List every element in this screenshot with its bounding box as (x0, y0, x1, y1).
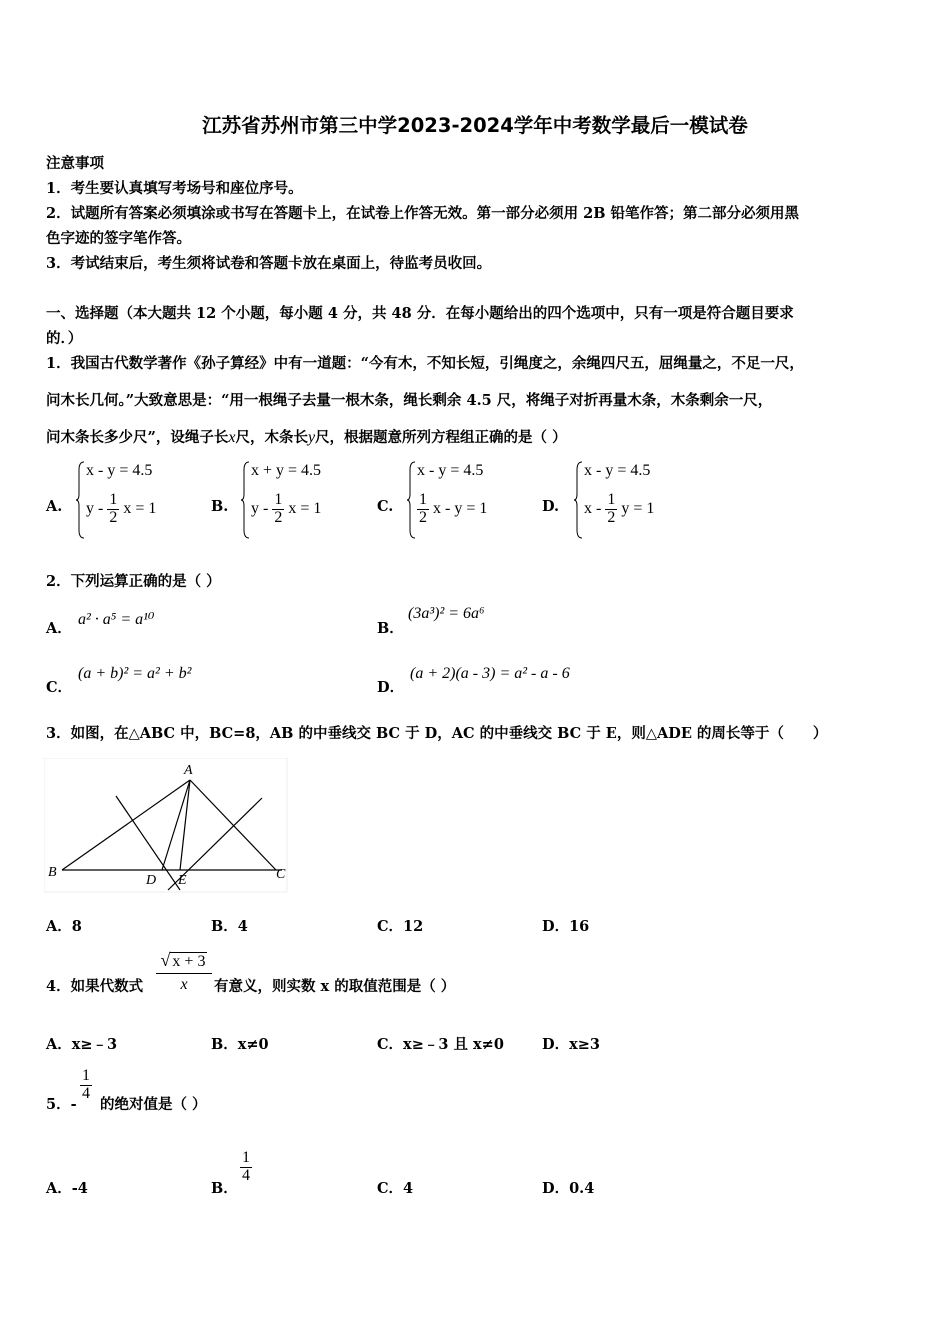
q1-option-b-label[interactable]: B. (211, 498, 229, 515)
q4-option-a[interactable]: A．x≥﹣3 (46, 1036, 118, 1053)
brace-icon (76, 460, 86, 540)
q5-option-c[interactable]: C．4 (377, 1180, 414, 1197)
q2-option-d-expr[interactable]: (a + 2)(a - 3) = a² - a - 6 (410, 665, 570, 682)
q4-option-b[interactable]: B．x≠0 (211, 1036, 269, 1053)
notes-heading: 注意事项 (46, 155, 104, 172)
q4-stem-prefix: 4．如果代数式 (46, 978, 144, 995)
brace-icon (241, 460, 251, 540)
q5-stem: 的绝对值是（ ） (100, 1096, 207, 1113)
q1-stem-line2: 问木长几何。”大致意思是：“用一根绳子去量一根木条，绳长剩余 4.5 尺，将绳子对折再量木条，木条剩余一尺， (46, 392, 773, 409)
q1-option-a-label[interactable]: A. (46, 498, 63, 515)
q2-stem: 2．下列运算正确的是（ ） (46, 573, 221, 590)
page-title: 江苏省苏州市第三中学2023-2024学年中考数学最后一模试卷 (202, 114, 748, 137)
q4-option-c[interactable]: C．x≥﹣3 且 x≠0 (377, 1036, 504, 1053)
label-e: E (178, 873, 187, 888)
q5-prefix: 5．- (46, 1096, 77, 1113)
q2-option-b-expr[interactable]: (3a³)² = 6a⁶ (408, 605, 485, 622)
q3-option-a[interactable]: A．8 (46, 918, 82, 935)
q5-option-b-label[interactable]: B． (211, 1180, 238, 1197)
q3-option-d[interactable]: D．16 (542, 918, 590, 935)
brace-icon (407, 460, 417, 540)
q1-option-d-label[interactable]: D. (542, 498, 560, 515)
q2-option-d-label[interactable]: D． (377, 679, 405, 696)
q4-stem-suffix: 有意义，则实数 x 的取值范围是（ ） (214, 978, 456, 995)
label-a: A (184, 763, 193, 778)
note-item: 2．试题所有答案必须填涂或书写在答题卡上，在试卷上作答无效。第一部分必须用 2B 铅笔作答；第二部分必须用黑 (46, 205, 800, 222)
q3-stem: 3．如图，在△ABC 中，BC=8，AB 的中垂线交 BC 于 D，AC 的中垂线交 BC 于 E，则△ADE 的周长等于（ ） (46, 725, 828, 742)
q5-fraction: $\frac{1}{4}$ (82, 1067, 90, 1102)
q2-option-a-label[interactable]: A． (46, 620, 72, 637)
label-b: B (48, 865, 57, 880)
section-heading-cont: 的．） (46, 330, 83, 347)
q5-option-a[interactable]: A．-4 (46, 1180, 88, 1197)
q4-radical-expression: √ x + 3 x (156, 950, 212, 994)
q5-option-b-fraction[interactable]: $\frac{1}{4}$ (242, 1149, 250, 1184)
q2-option-c-label[interactable]: C． (46, 679, 73, 696)
q1-option-b-system[interactable]: x + y = 4.5 y - $\frac{1}{2}$ x = 1 (241, 460, 351, 540)
q3-option-b[interactable]: B．4 (211, 918, 248, 935)
q1-option-a-system[interactable]: x - y = 4.5 y - $\frac{1}{2}$ x = 1 (76, 460, 186, 540)
q1-option-c-system[interactable]: x - y = 4.5 $\frac{1}{2}$ x - y = 1 (407, 460, 517, 540)
note-item: 1．考生要认真填写考场号和座位序号。 (46, 180, 303, 197)
brace-icon (574, 460, 584, 540)
section-heading: 一、选择题（本大题共 12 个小题，每小题 4 分，共 48 分．在每小题给出的四个选项中，只有一项是符合题目要求 (46, 305, 794, 322)
label-d: D (146, 873, 157, 888)
q3-triangle-figure (44, 758, 290, 894)
q2-option-b-label[interactable]: B． (377, 620, 404, 637)
note-item: 3．考试结束后，考生须将试卷和答题卡放在桌面上，待监考员收回。 (46, 255, 492, 272)
var-x: x (228, 429, 236, 446)
q2-option-a-expr[interactable]: a² · a⁵ = a¹⁰ (78, 611, 155, 628)
q1-option-d-system[interactable]: x - y = 4.5 x - $\frac{1}{2}$ y = 1 (574, 460, 684, 540)
q5-option-d[interactable]: D．0.4 (542, 1180, 595, 1197)
var-y: y (307, 429, 316, 446)
q1-option-c-label[interactable]: C. (377, 498, 394, 515)
note-item: 色字迹的签字笔作答。 (46, 230, 191, 247)
q1-stem-line3: 问木条长多少尺”，设绳子长x尺，木条长y尺，根据题意所列方程组正确的是（ ） (46, 429, 567, 446)
q4-option-d[interactable]: D．x≥3 (542, 1036, 600, 1053)
label-c: C (276, 867, 286, 882)
figure-frame (44, 758, 287, 892)
q1-stem-line1: 1．我国古代数学著作《孙子算经》中有一道题：“今有木，不知长短，引绳度之，余绳四尺五，屈绳量之，不足一尺， (46, 355, 804, 372)
q2-option-c-expr[interactable]: (a + b)² = a² + b² (78, 665, 192, 682)
q3-option-c[interactable]: C．12 (377, 918, 424, 935)
